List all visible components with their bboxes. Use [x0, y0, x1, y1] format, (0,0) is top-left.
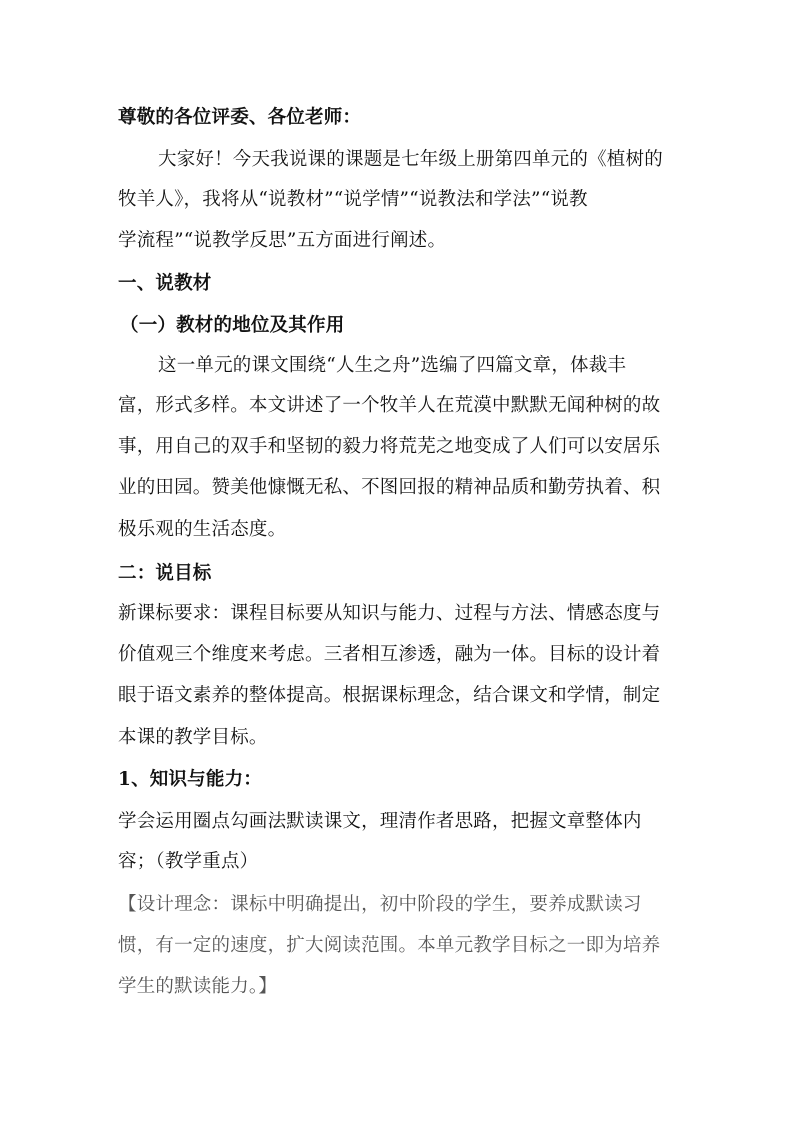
design-note-line-1: 【设计理念：课标中明确提出，初中阶段的学生，要养成默读习: [118, 894, 642, 915]
textbook-paragraph-line-2: 富，形式多样。本文讲述了一个牧羊人在荒漠中默默无闻种树的故: [118, 395, 661, 416]
goals-paragraph-line-3: 眼于语文素养的整体提高。根据课标理念，结合课文和学情，制定: [118, 685, 661, 706]
salutation: 尊敬的各位评委、各位老师：: [118, 107, 362, 128]
knowledge-text-line-2: 容；（教学重点）: [118, 851, 259, 872]
intro-line-1: 大家好！今天我说课的课题是七年级上册第四单元的《植树的: [158, 149, 663, 170]
textbook-paragraph-line-3: 事，用自己的双手和坚韧的毅力将荒芜之地变成了人们可以安居乐: [118, 436, 661, 457]
design-note-line-3: 学生的默读能力。】: [118, 976, 278, 997]
knowledge-text-line-1: 学会运用圈点勾画法默读课文，理清作者思路，把握文章整体内: [118, 811, 642, 832]
goals-paragraph-line-2: 价值观三个维度来考虑。三者相互渗透，融为一体。目标的设计着: [118, 644, 661, 665]
intro-line-3: 学流程”“说教学反思”五方面进行阐述。: [118, 230, 447, 251]
intro-line-2: 牧羊人》，我将从“说教材”“说学情”“说教法和学法”“说教: [118, 189, 588, 210]
goals-paragraph-line-4: 本课的教学目标。: [118, 727, 268, 748]
goals-paragraph-line-1: 新课标要求：课程目标要从知识与能力、过程与方法、情感态度与: [118, 603, 661, 624]
textbook-paragraph-line-4: 业的田园。赞美他慷慨无私、不图回报的精神品质和勤劳执着、积: [118, 477, 661, 498]
design-note-line-2: 惯，有一定的速度，扩大阅读范围。本单元教学目标之一即为培养: [118, 935, 661, 956]
goal-heading-knowledge: 1、知识与能力：: [118, 769, 262, 790]
textbook-paragraph-line-1: 这一单元的课文围绕“人生之舟”选编了四篇文章，体裁丰: [158, 355, 627, 376]
textbook-paragraph-line-5: 极乐观的生活态度。: [118, 519, 287, 540]
subsection-heading-position: （一）教材的地位及其作用: [120, 315, 345, 336]
section-heading-goals: 二：说目标: [118, 563, 212, 584]
section-heading-textbook: 一、说教材: [118, 273, 212, 294]
